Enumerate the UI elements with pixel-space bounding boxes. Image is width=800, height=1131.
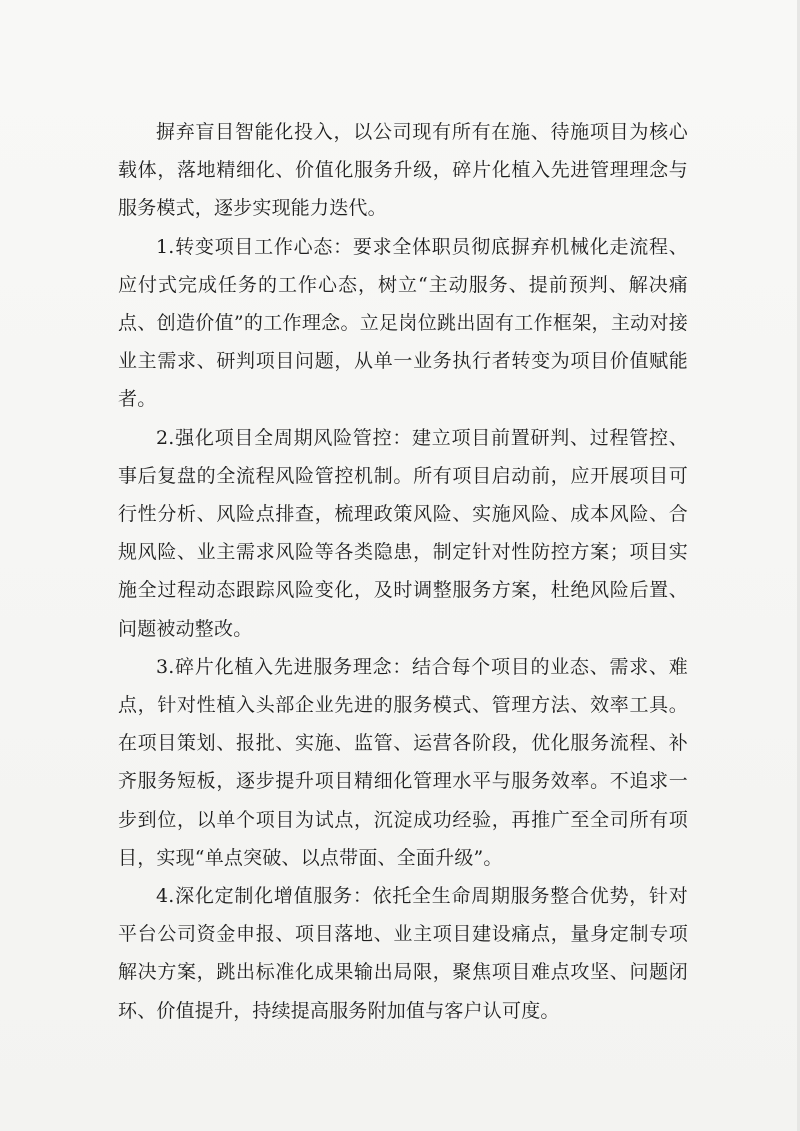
document-body: [118, 113, 688, 1030]
paragraph-item-4: 4.深化定制化增值服务：依托全生命周期服务整合优势，针对平台公司资金申报、项目落地、业主项目建设痛点，量身定制专项解决方案，跳出标准化成果输出局限，聚焦项目难点攻坚、问题闭环、价值提升，持续提高服务附加值与客户认可度。: [118, 885, 688, 1022]
paragraph-item-1: 1.转变项目工作心态：要求全体职员彻底摒弃机械化走流程、应付式完成任务的工作心态，树立“主动服务、提前预判、解决痛点、创造价值”的工作理念。立足岗位跳出固有工作框架，主动对接业主需求、研判项目问题，从单一业务执行者转变为项目价值赋能者。: [118, 235, 688, 411]
paragraph-intro: 摒弃盲目智能化投入，以公司现有所有在施、待施项目为核心载体，落地精细化、价值化服务升级，碎片化植入先进管理理念与服务模式，逐步实现能力迭代。: [118, 121, 688, 220]
paragraph-item-3: 3.碎片化植入先进服务理念：结合每个项目的业态、需求、难点，针对性植入头部企业先进的服务模式、管理方法、效率工具。在项目策划、报批、实施、监管、运营各阶段，优化服务流程、补齐服务短板，逐步提升项目精细化管理水平与服务效率。不追求一步到位，以单个项目为试点，沉淀成功经验，再推广至全司所有项目，实现“单点突破、以点带面、全面升级”。: [118, 655, 688, 869]
paragraph-item-2: 2.强化项目全周期风险管控：建立项目前置研判、过程管控、事后复盘的全流程风险管控机制。所有项目启动前，应开展项目可行性分析、风险点排查，梳理政策风险、实施风险、成本风险、合规风险、业主需求风险等各类隐患，制定针对性防控方案；项目实施全过程动态跟踪风险变化，及时调整服务方案，杜绝风险后置、问题被动整改。: [118, 426, 688, 640]
